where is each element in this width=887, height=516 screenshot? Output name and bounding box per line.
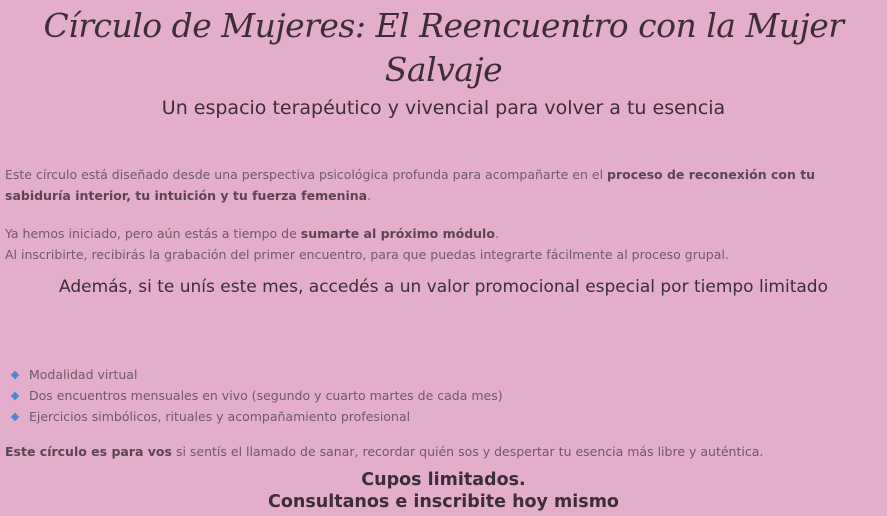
feature-text: Dos encuentros mensuales en vivo (segundo y cuarto martes de cada mes)	[29, 388, 503, 403]
closing-paragraph	[5, 441, 879, 462]
intro-text: Este círculo está diseñado desde una perspectiva psicológica profunda para acompañarte en el	[5, 167, 608, 182]
feature-text: Ejercicios simbólicos, rituales y acompañamiento profesional	[29, 409, 411, 424]
list-item	[10, 364, 503, 385]
cta-line-signup: Consultanos e inscribite hoy mismo	[268, 492, 619, 512]
page-title: Círculo de Mujeres: El Reencuentro con la Mujer Salvaje	[43, 6, 844, 89]
list-item	[10, 406, 503, 427]
promo-heading: Además, si te unís este mes, accedés a un valor promocional especial por tiempo limitado	[59, 277, 828, 297]
closing-text: si sentís el llamado de sanar, recordar quién sos y despertar tu esencia más libre y auténtica.	[171, 444, 764, 459]
features-list	[10, 364, 503, 427]
list-item	[10, 385, 503, 406]
closing-highlight: Este círculo es para vos	[5, 444, 172, 459]
diamond-bullet-icon	[11, 391, 19, 399]
diamond-bullet-icon	[11, 370, 19, 378]
intro-highlight: proceso de reconexión con tu sabiduría interior, tu intuición y tu fuerza femenina	[5, 167, 816, 203]
feature-text: Modalidad virtual	[29, 367, 138, 382]
join-text: Ya hemos iniciado, pero aún estás a tiempo de	[5, 226, 301, 241]
cta-line-limited: Cupos limitados.	[361, 470, 526, 490]
page-subtitle: Un espacio terapéutico y vivencial para volver a tu esencia	[161, 97, 726, 119]
diamond-bullet-icon	[11, 412, 19, 420]
recording-note: Al inscribirte, recibirás la grabación del primer encuentro, para que puedas integrarte fácilmente al proceso grupal.	[5, 247, 729, 262]
call-to-action	[0, 469, 887, 513]
join-paragraph	[5, 223, 879, 265]
intro-paragraph	[5, 164, 879, 206]
join-highlight: sumarte al próximo módulo	[300, 226, 495, 241]
intro-text-end: .	[367, 188, 372, 203]
join-text-end: .	[494, 226, 499, 241]
